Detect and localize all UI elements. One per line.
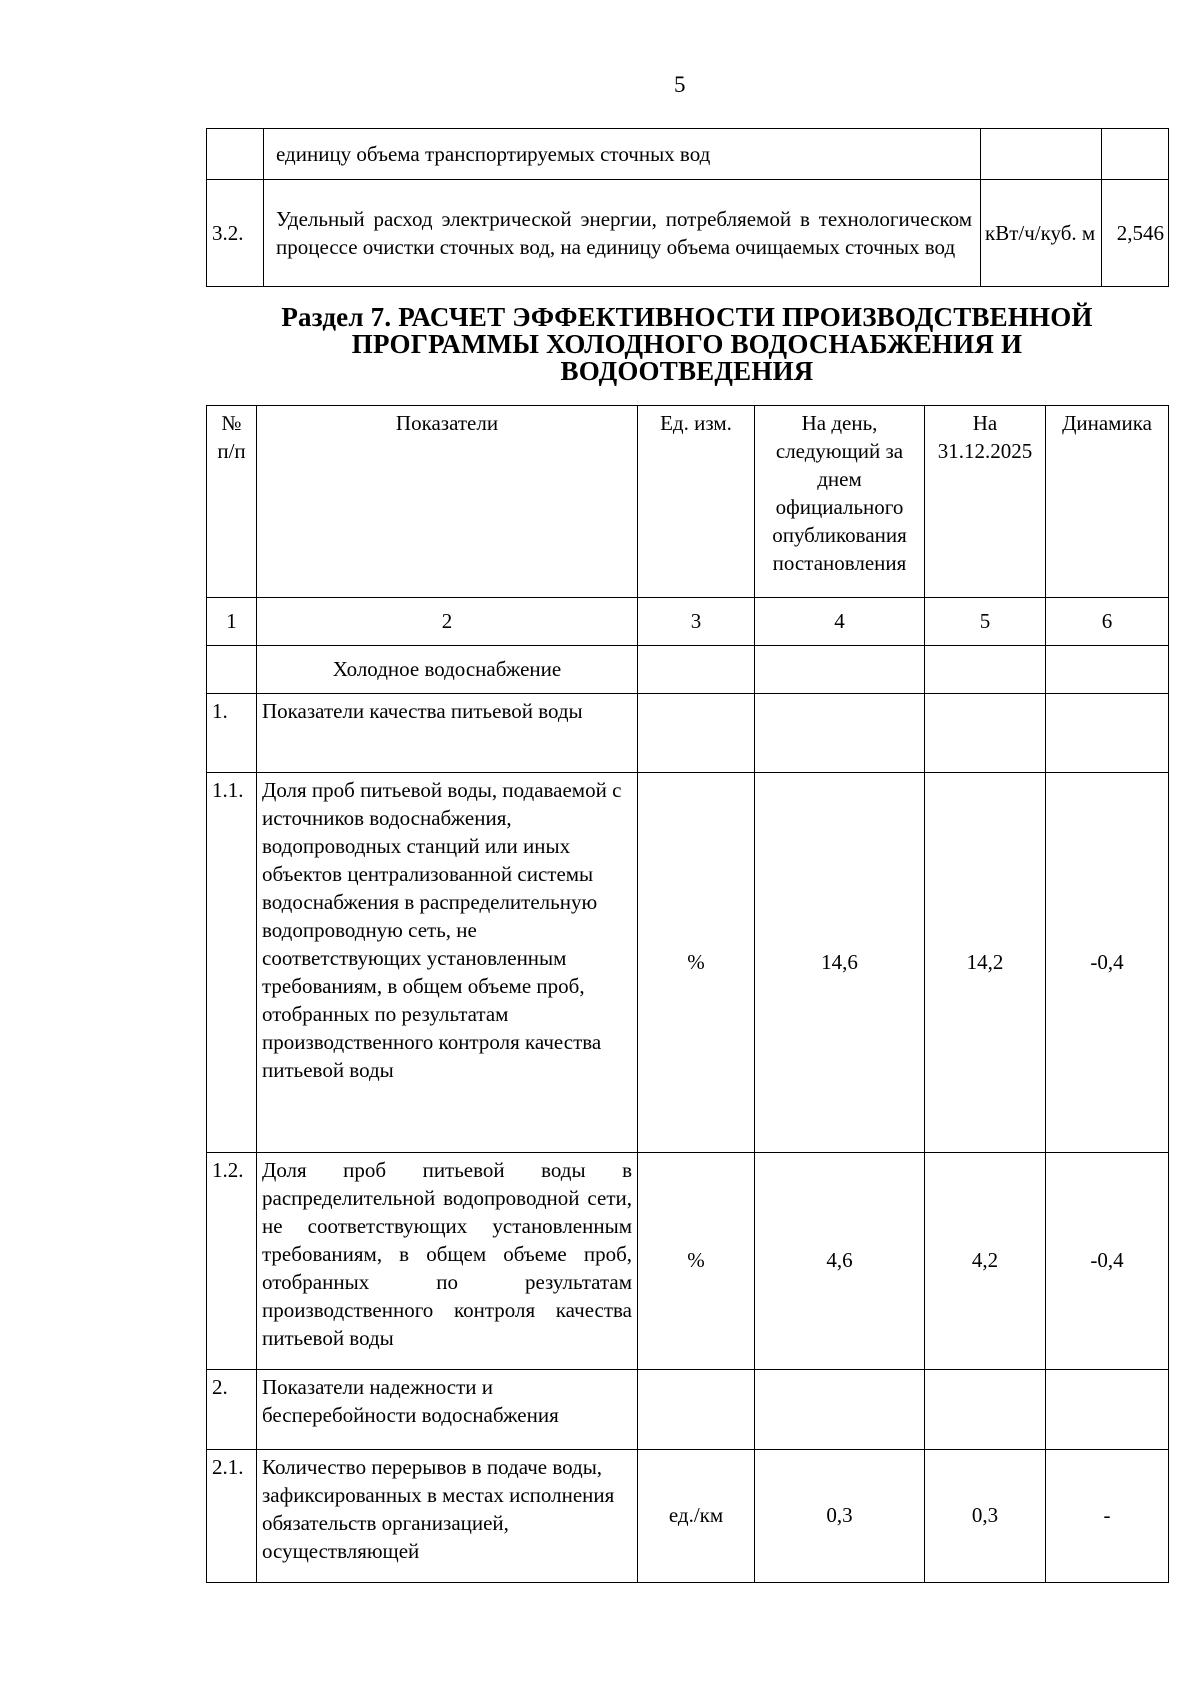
row-number xyxy=(207,129,264,180)
section-title-line: ВОДООТВЕДЕНИЯ xyxy=(560,356,814,386)
section-title xyxy=(206,304,1168,385)
row-unit: % xyxy=(638,773,755,1153)
row-unit xyxy=(638,1370,755,1450)
header-day-after: На день, следующий за днем официального опубликования постановления xyxy=(755,406,925,598)
table-row xyxy=(207,694,1169,773)
row-dynamics: - xyxy=(1046,1450,1169,1583)
row-indicator: Показатели качества питьевой воды xyxy=(257,694,638,773)
row-number: 3.2. xyxy=(207,180,264,287)
table-row xyxy=(207,129,1169,180)
header-date: На 31.12.2025 xyxy=(925,406,1046,598)
row-unit: кВт/ч/куб. м xyxy=(981,180,1102,287)
row-unit xyxy=(981,129,1102,180)
row-indicator: Доля проб питьевой воды, подаваемой с источников водоснабжения, водопроводных станций или иных объектов централизованной системы водоснабжения в распределительную водопроводную сеть, не соответствующих установленным требованиям, в общем объеме проб, отобранных по результатам производственного контроля качества питьевой воды xyxy=(257,773,638,1153)
row-unit: % xyxy=(638,1153,755,1370)
row-dynamics: -0,4 xyxy=(1046,773,1169,1153)
column-numbers-row xyxy=(207,598,1169,646)
page-number: 5 xyxy=(674,72,686,97)
row-number xyxy=(207,646,257,694)
row-description: единицу объема транспортируемых сточных вод xyxy=(264,129,981,180)
header-unit: Ед. изм. xyxy=(638,406,755,598)
row-number: 2. xyxy=(207,1370,257,1450)
column-number: 3 xyxy=(638,598,755,646)
row-number: 1. xyxy=(207,694,257,773)
row-value-date: 14,2 xyxy=(925,773,1046,1153)
row-indicator: Количество перерывов в подаче воды, зафиксированных в местах исполнения обязательств организацией, осуществляющей xyxy=(257,1450,638,1583)
row-indicator: Показатели надежности и бесперебойности водоснабжения xyxy=(257,1370,638,1450)
row-value-date: 4,2 xyxy=(925,1153,1046,1370)
header-num: № п/п xyxy=(207,406,257,598)
row-value-day-after xyxy=(755,646,925,694)
row-value: 2,546 xyxy=(1102,180,1169,287)
row-value-date xyxy=(925,646,1046,694)
header-dynamics: Динамика xyxy=(1046,406,1169,598)
row-unit xyxy=(638,694,755,773)
efficiency-table xyxy=(206,405,1169,1583)
row-dynamics: -0,4 xyxy=(1046,1153,1169,1370)
row-dynamics xyxy=(1046,1370,1169,1450)
row-value-day-after xyxy=(755,1370,925,1450)
table-row xyxy=(207,1450,1169,1583)
row-value-date xyxy=(925,1370,1046,1450)
row-value-date: 0,3 xyxy=(925,1450,1046,1583)
column-number: 1 xyxy=(207,598,257,646)
section-title-line: Раздел 7. РАСЧЕТ ЭФФЕКТИВНОСТИ ПРОИЗВОДСТВЕННОЙ xyxy=(281,302,1093,332)
top-table-fragment xyxy=(206,128,1169,287)
column-number: 2 xyxy=(257,598,638,646)
column-number: 4 xyxy=(755,598,925,646)
row-value-day-after: 14,6 xyxy=(755,773,925,1153)
table-row xyxy=(207,1370,1169,1450)
row-indicator: Холодное водоснабжение xyxy=(257,646,638,694)
row-indicator: Доля проб питьевой воды в распределительной водопроводной сети, не соответствующих установленным требованиям, в общем объеме проб, отобранных по результатам производственного контроля качества питьевой воды xyxy=(257,1153,638,1370)
table-row xyxy=(207,773,1169,1153)
row-number: 2.1. xyxy=(207,1450,257,1583)
row-value-day-after xyxy=(755,694,925,773)
table-row xyxy=(207,646,1169,694)
row-unit: ед./км xyxy=(638,1450,755,1583)
table-row xyxy=(207,1153,1169,1370)
row-value-day-after: 0,3 xyxy=(755,1450,925,1583)
table-row xyxy=(207,180,1169,287)
column-number: 6 xyxy=(1046,598,1169,646)
row-description: Удельный расход электрической энергии, потребляемой в технологическом процессе очистки сточных вод, на единицу объема очищаемых сточных вод xyxy=(264,180,981,287)
header-indicator: Показатели xyxy=(257,406,638,598)
header-row xyxy=(207,406,1169,598)
row-value-day-after: 4,6 xyxy=(755,1153,925,1370)
row-number: 1.2. xyxy=(207,1153,257,1370)
section-title-line: ПРОГРАММЫ ХОЛОДНОГО ВОДОСНАБЖЕНИЯ И xyxy=(351,329,1023,359)
column-number: 5 xyxy=(925,598,1046,646)
row-dynamics xyxy=(1046,694,1169,773)
row-value xyxy=(1102,129,1169,180)
row-unit xyxy=(638,646,755,694)
row-value-date xyxy=(925,694,1046,773)
row-dynamics xyxy=(1046,646,1169,694)
row-number: 1.1. xyxy=(207,773,257,1153)
